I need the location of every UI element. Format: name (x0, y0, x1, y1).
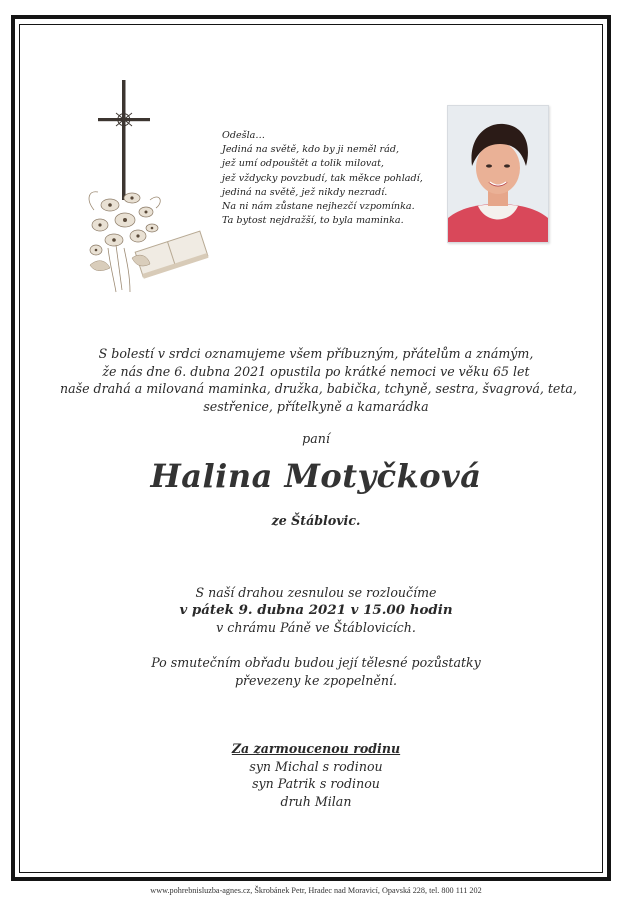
footer-contact: www.pohrebnisluzba-agnes.cz, Škrobánek Petr, Hradec nad Moravicí, Opavská 228, tel. 800 111 202 (150, 886, 482, 895)
announcement-line: sestřenice, přítelkyně a kamarádka (203, 398, 429, 414)
announcement-line: S bolestí v srdci oznamujeme všem příbuzným, přátelům a známým, (98, 346, 534, 361)
family-member: syn Patrik s rodinou (252, 776, 380, 792)
poem-line: jediná na světě, jež nikdy nezradí. (222, 186, 388, 198)
remains-line: Po smutečním obřadu budou její tělesné pozůstatky (151, 655, 481, 670)
ceremony-date-time: v pátek 9. dubna 2021 v 15.00 hodin (179, 601, 453, 618)
farewell-info (0, 584, 632, 637)
remains-line: převezeny ke zpopelnění. (234, 672, 398, 688)
farewell-line: S naší drahou zesnulou se rozloučíme (195, 585, 437, 600)
ceremony-place: v chrámu Páně ve Štáblovicích. (216, 620, 416, 636)
origin: ze Štáblovic. (271, 513, 361, 528)
poem-line: Jediná na světě, kdo by ji neměl rád, (222, 144, 400, 156)
remains-note (0, 654, 632, 689)
poem-line: Na ni nám zůstane nejhezčí vzpomínka. (222, 201, 415, 213)
poem (222, 129, 442, 228)
poem-line: jež vždycky povzbudí, tak měkce pohladí, (222, 172, 423, 184)
salutation: paní (302, 431, 330, 446)
announcement-line: že nás dne 6. dubna 2021 opustila po krátké nemoci ve věku 65 let (102, 363, 530, 379)
announcement-line: naše drahá a milovaná maminka, družka, babička, tchyně, sestra, švagrová, teta, (60, 381, 577, 397)
poem-line: Ta bytost nejdražší, to byla maminka. (222, 215, 404, 227)
family-heading: Za zarmoucenou rodinu (231, 741, 401, 756)
family-signature (0, 740, 632, 810)
announcement-text (60, 345, 577, 415)
cross-with-flowers-and-book-icon (80, 80, 210, 295)
family-member: druh Milan (280, 793, 352, 809)
deceased-name: Halina Motyčková (150, 457, 482, 495)
poem-line: jež umí odpouštět a tolik milovat, (222, 158, 384, 170)
poem-line: Odešla… (222, 130, 265, 141)
portrait-photo (447, 105, 549, 243)
family-member: syn Michal s rodinou (249, 758, 383, 774)
